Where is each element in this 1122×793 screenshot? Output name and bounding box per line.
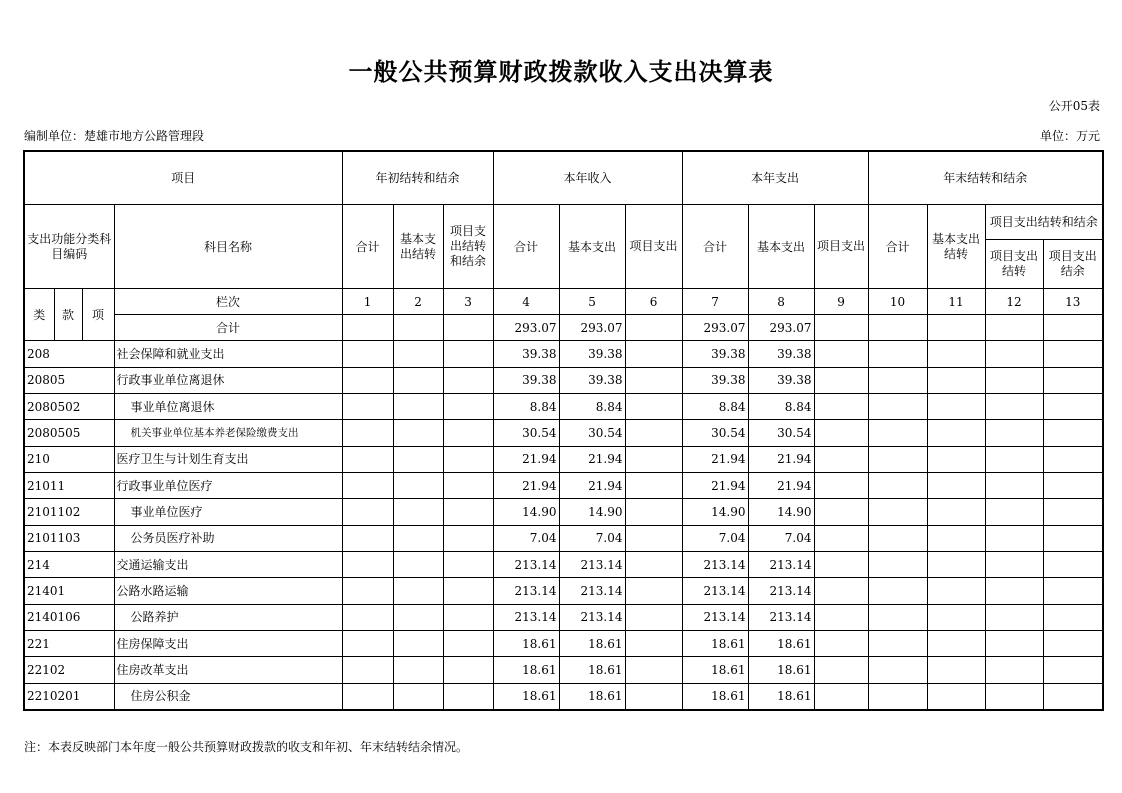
row-value-cell: 39.38 bbox=[559, 367, 625, 393]
row-value-cell bbox=[927, 552, 985, 578]
row-value-cell bbox=[393, 683, 443, 710]
row-value-cell: 213.14 bbox=[748, 552, 814, 578]
row-value-cell: 7.04 bbox=[682, 525, 748, 551]
total-cell: 293.07 bbox=[748, 315, 814, 341]
header-income-project: 项目支出 bbox=[625, 205, 682, 289]
row-value-cell bbox=[814, 657, 868, 683]
row-value-cell bbox=[342, 499, 393, 525]
row-value-cell bbox=[625, 604, 682, 630]
row-value-cell: 18.61 bbox=[682, 631, 748, 657]
row-value-cell bbox=[814, 473, 868, 499]
row-value-cell: 21.94 bbox=[559, 473, 625, 499]
row-value-cell bbox=[443, 604, 493, 630]
row-value-cell bbox=[1043, 578, 1103, 604]
row-value-cell bbox=[625, 683, 682, 710]
row-value-cell bbox=[342, 394, 393, 420]
row-value-cell bbox=[393, 552, 443, 578]
header-expense-project: 项目支出 bbox=[814, 205, 868, 289]
row-value-cell bbox=[985, 552, 1043, 578]
header-end-project-carry: 项目支出结转 bbox=[985, 240, 1043, 289]
row-value-cell: 14.90 bbox=[559, 499, 625, 525]
row-value-cell bbox=[868, 578, 927, 604]
header-project: 项目 bbox=[24, 151, 342, 205]
row-value-cell bbox=[985, 394, 1043, 420]
table-row bbox=[24, 578, 1103, 604]
row-subject-name: 交通运输支出 bbox=[114, 552, 342, 578]
row-value-cell: 7.04 bbox=[493, 525, 559, 551]
row-value-cell bbox=[625, 394, 682, 420]
total-cell bbox=[868, 315, 927, 341]
row-value-cell bbox=[814, 525, 868, 551]
row-value-cell bbox=[985, 473, 1043, 499]
header-end-balance: 年末结转和结余 bbox=[868, 151, 1103, 205]
row-value-cell bbox=[868, 683, 927, 710]
col-num: 3 bbox=[443, 289, 493, 315]
row-subject-name: 公务员医疗补助 bbox=[114, 525, 342, 551]
row-value-cell: 213.14 bbox=[493, 578, 559, 604]
row-value-cell bbox=[443, 420, 493, 446]
row-value-cell: 30.54 bbox=[682, 420, 748, 446]
total-cell bbox=[443, 315, 493, 341]
row-value-cell bbox=[868, 394, 927, 420]
row-value-cell bbox=[927, 341, 985, 367]
row-value-cell: 39.38 bbox=[682, 367, 748, 393]
row-value-cell: 39.38 bbox=[493, 341, 559, 367]
row-value-cell: 213.14 bbox=[559, 604, 625, 630]
row-code: 221 bbox=[24, 631, 114, 657]
header-begin-balance: 年初结转和结余 bbox=[342, 151, 493, 205]
row-value-cell bbox=[868, 367, 927, 393]
row-value-cell: 30.54 bbox=[493, 420, 559, 446]
table-row bbox=[24, 683, 1103, 710]
total-cell bbox=[814, 315, 868, 341]
row-subject-name: 机关事业单位基本养老保险缴费支出 bbox=[114, 420, 342, 446]
row-value-cell bbox=[985, 499, 1043, 525]
row-value-cell bbox=[985, 631, 1043, 657]
row-value-cell bbox=[868, 420, 927, 446]
row-value-cell bbox=[868, 499, 927, 525]
row-value-cell: 18.61 bbox=[748, 683, 814, 710]
header-lei: 类 bbox=[24, 289, 54, 341]
total-cell bbox=[342, 315, 393, 341]
col-num: 9 bbox=[814, 289, 868, 315]
row-value-cell bbox=[625, 657, 682, 683]
header-end-basic: 基本支出结转 bbox=[927, 205, 985, 289]
row-subject-name: 住房公积金 bbox=[114, 683, 342, 710]
row-value-cell bbox=[1043, 473, 1103, 499]
row-value-cell: 21.94 bbox=[748, 473, 814, 499]
row-value-cell bbox=[625, 473, 682, 499]
row-value-cell: 18.61 bbox=[748, 657, 814, 683]
row-value-cell bbox=[868, 631, 927, 657]
row-value-cell: 213.14 bbox=[559, 578, 625, 604]
row-value-cell bbox=[342, 367, 393, 393]
footnote: 注：本表反映部门本年度一般公共预算财政拨款的收支和年初、年末结转结余情况。 bbox=[24, 740, 469, 754]
row-value-cell: 18.61 bbox=[559, 631, 625, 657]
col-num: 13 bbox=[1043, 289, 1103, 315]
row-value-cell: 18.61 bbox=[682, 683, 748, 710]
row-value-cell bbox=[625, 341, 682, 367]
row-value-cell bbox=[625, 446, 682, 472]
row-value-cell bbox=[1043, 657, 1103, 683]
row-code: 2080505 bbox=[24, 420, 114, 446]
total-cell bbox=[927, 315, 985, 341]
row-code: 2140106 bbox=[24, 604, 114, 630]
row-value-cell: 18.61 bbox=[559, 657, 625, 683]
row-value-cell bbox=[393, 367, 443, 393]
row-value-cell bbox=[625, 578, 682, 604]
row-value-cell bbox=[393, 499, 443, 525]
row-value-cell bbox=[927, 578, 985, 604]
row-value-cell bbox=[625, 499, 682, 525]
row-value-cell bbox=[342, 552, 393, 578]
row-value-cell: 14.90 bbox=[493, 499, 559, 525]
row-value-cell bbox=[1043, 683, 1103, 710]
table-header bbox=[24, 151, 1103, 341]
row-value-cell bbox=[985, 420, 1043, 446]
row-value-cell bbox=[1043, 552, 1103, 578]
row-value-cell: 18.61 bbox=[682, 657, 748, 683]
table-row bbox=[24, 657, 1103, 683]
row-value-cell bbox=[927, 657, 985, 683]
header-expense: 本年支出 bbox=[682, 151, 868, 205]
row-value-cell bbox=[1043, 367, 1103, 393]
row-value-cell bbox=[927, 446, 985, 472]
row-value-cell: 21.94 bbox=[748, 446, 814, 472]
row-value-cell bbox=[342, 631, 393, 657]
currency-unit: 单位：万元 bbox=[1039, 129, 1100, 143]
row-value-cell: 7.04 bbox=[559, 525, 625, 551]
row-value-cell: 18.61 bbox=[493, 683, 559, 710]
row-value-cell bbox=[985, 341, 1043, 367]
row-code: 22102 bbox=[24, 657, 114, 683]
row-value-cell bbox=[342, 446, 393, 472]
row-value-cell: 213.14 bbox=[559, 552, 625, 578]
row-value-cell: 21.94 bbox=[682, 473, 748, 499]
total-cell: 293.07 bbox=[559, 315, 625, 341]
col-num: 7 bbox=[682, 289, 748, 315]
row-value-cell bbox=[393, 473, 443, 499]
row-value-cell bbox=[985, 683, 1043, 710]
row-subject-name: 医疗卫生与计划生育支出 bbox=[114, 446, 342, 472]
row-code: 214 bbox=[24, 552, 114, 578]
row-value-cell bbox=[342, 683, 393, 710]
row-value-cell bbox=[393, 525, 443, 551]
total-row-label: 合计 bbox=[114, 315, 342, 341]
table-row bbox=[24, 631, 1103, 657]
row-value-cell bbox=[393, 578, 443, 604]
row-value-cell: 14.90 bbox=[682, 499, 748, 525]
row-value-cell: 39.38 bbox=[748, 341, 814, 367]
table-row bbox=[24, 525, 1103, 551]
row-value-cell bbox=[985, 446, 1043, 472]
row-value-cell bbox=[814, 683, 868, 710]
row-value-cell bbox=[814, 631, 868, 657]
col-num: 2 bbox=[393, 289, 443, 315]
row-value-cell bbox=[814, 604, 868, 630]
total-cell bbox=[393, 315, 443, 341]
row-value-cell bbox=[868, 604, 927, 630]
row-value-cell bbox=[625, 552, 682, 578]
row-value-cell bbox=[393, 631, 443, 657]
row-value-cell: 18.61 bbox=[559, 683, 625, 710]
row-value-cell bbox=[443, 341, 493, 367]
row-value-cell bbox=[625, 367, 682, 393]
row-value-cell: 8.84 bbox=[682, 394, 748, 420]
header-subject-name: 科目名称 bbox=[114, 205, 342, 289]
row-value-cell bbox=[868, 552, 927, 578]
row-code: 2210201 bbox=[24, 683, 114, 710]
row-value-cell bbox=[443, 631, 493, 657]
row-value-cell bbox=[342, 578, 393, 604]
table-row bbox=[24, 367, 1103, 393]
row-value-cell bbox=[927, 525, 985, 551]
row-value-cell bbox=[393, 446, 443, 472]
row-value-cell: 8.84 bbox=[748, 394, 814, 420]
table-row bbox=[24, 341, 1103, 367]
row-code: 2080502 bbox=[24, 394, 114, 420]
row-value-cell bbox=[814, 420, 868, 446]
row-subject-name: 公路水路运输 bbox=[114, 578, 342, 604]
row-value-cell: 30.54 bbox=[559, 420, 625, 446]
row-value-cell bbox=[342, 473, 393, 499]
row-code: 21401 bbox=[24, 578, 114, 604]
row-subject-name: 社会保障和就业支出 bbox=[114, 341, 342, 367]
row-value-cell bbox=[868, 341, 927, 367]
row-value-cell: 18.61 bbox=[493, 657, 559, 683]
header-expense-basic: 基本支出 bbox=[748, 205, 814, 289]
row-subject-name: 事业单位离退休 bbox=[114, 394, 342, 420]
col-num: 5 bbox=[559, 289, 625, 315]
row-value-cell: 21.94 bbox=[493, 473, 559, 499]
total-cell bbox=[985, 315, 1043, 341]
row-value-cell: 213.14 bbox=[493, 604, 559, 630]
row-value-cell bbox=[1043, 604, 1103, 630]
row-subject-name: 住房保障支出 bbox=[114, 631, 342, 657]
row-value-cell bbox=[814, 367, 868, 393]
table-row bbox=[24, 394, 1103, 420]
row-value-cell: 14.90 bbox=[748, 499, 814, 525]
header-func-code: 支出功能分类科目编码 bbox=[24, 205, 114, 289]
table-row bbox=[24, 446, 1103, 472]
row-value-cell bbox=[342, 420, 393, 446]
header-begin-total: 合计 bbox=[342, 205, 393, 289]
col-num: 1 bbox=[342, 289, 393, 315]
row-value-cell bbox=[393, 604, 443, 630]
row-value-cell bbox=[1043, 499, 1103, 525]
row-value-cell bbox=[625, 631, 682, 657]
header-end-project-surplus: 项目支出结余 bbox=[1043, 240, 1103, 289]
row-value-cell bbox=[443, 394, 493, 420]
row-value-cell: 18.61 bbox=[748, 631, 814, 657]
row-code: 20805 bbox=[24, 367, 114, 393]
header-income-total: 合计 bbox=[493, 205, 559, 289]
row-value-cell bbox=[443, 525, 493, 551]
budget-table bbox=[23, 150, 1104, 711]
header-expense-total: 合计 bbox=[682, 205, 748, 289]
table-row bbox=[24, 420, 1103, 446]
row-value-cell bbox=[927, 631, 985, 657]
row-value-cell bbox=[1043, 341, 1103, 367]
row-value-cell bbox=[814, 578, 868, 604]
compiling-unit: 编制单位：楚雄市地方公路管理段 bbox=[24, 129, 205, 143]
row-value-cell bbox=[1043, 446, 1103, 472]
total-cell: 293.07 bbox=[493, 315, 559, 341]
col-num: 6 bbox=[625, 289, 682, 315]
row-code: 21011 bbox=[24, 473, 114, 499]
row-value-cell bbox=[927, 499, 985, 525]
row-code: 208 bbox=[24, 341, 114, 367]
row-value-cell bbox=[868, 446, 927, 472]
row-subject-name: 住房改革支出 bbox=[114, 657, 342, 683]
row-value-cell: 39.38 bbox=[559, 341, 625, 367]
header-column-index: 栏次 bbox=[114, 289, 342, 315]
header-begin-project: 项目支出结转和结余 bbox=[443, 205, 493, 289]
row-value-cell bbox=[342, 525, 393, 551]
row-value-cell bbox=[625, 420, 682, 446]
row-value-cell bbox=[1043, 525, 1103, 551]
header-income: 本年收入 bbox=[493, 151, 682, 205]
col-num: 4 bbox=[493, 289, 559, 315]
row-value-cell bbox=[868, 657, 927, 683]
row-value-cell bbox=[814, 446, 868, 472]
row-value-cell bbox=[868, 473, 927, 499]
row-value-cell: 39.38 bbox=[493, 367, 559, 393]
row-value-cell: 18.61 bbox=[493, 631, 559, 657]
row-value-cell: 213.14 bbox=[748, 578, 814, 604]
header-kuan: 款 bbox=[54, 289, 82, 341]
row-value-cell bbox=[443, 499, 493, 525]
row-value-cell bbox=[625, 525, 682, 551]
total-cell bbox=[625, 315, 682, 341]
row-value-cell bbox=[927, 420, 985, 446]
row-value-cell: 39.38 bbox=[682, 341, 748, 367]
row-value-cell bbox=[985, 525, 1043, 551]
row-value-cell bbox=[927, 604, 985, 630]
row-value-cell bbox=[985, 604, 1043, 630]
row-value-cell bbox=[443, 552, 493, 578]
row-code: 2101102 bbox=[24, 499, 114, 525]
row-value-cell bbox=[393, 420, 443, 446]
row-subject-name: 事业单位医疗 bbox=[114, 499, 342, 525]
header-begin-basic: 基本支出结转 bbox=[393, 205, 443, 289]
row-value-cell bbox=[985, 578, 1043, 604]
row-value-cell bbox=[443, 473, 493, 499]
row-subject-name: 行政事业单位离退休 bbox=[114, 367, 342, 393]
row-value-cell bbox=[393, 341, 443, 367]
row-subject-name: 公路养护 bbox=[114, 604, 342, 630]
table-row bbox=[24, 499, 1103, 525]
page-title: 一般公共预算财政拨款收入支出决算表 bbox=[348, 57, 774, 86]
row-value-cell bbox=[814, 341, 868, 367]
col-num: 12 bbox=[985, 289, 1043, 315]
table-body bbox=[24, 341, 1103, 710]
row-value-cell bbox=[342, 341, 393, 367]
row-value-cell bbox=[1043, 631, 1103, 657]
header-xiang: 项 bbox=[82, 289, 114, 341]
row-value-cell: 21.94 bbox=[559, 446, 625, 472]
header-end-total: 合计 bbox=[868, 205, 927, 289]
row-value-cell bbox=[393, 657, 443, 683]
row-value-cell bbox=[1043, 394, 1103, 420]
col-num: 11 bbox=[927, 289, 985, 315]
row-subject-name: 行政事业单位医疗 bbox=[114, 473, 342, 499]
row-value-cell bbox=[927, 394, 985, 420]
row-value-cell bbox=[814, 552, 868, 578]
header-income-basic: 基本支出 bbox=[559, 205, 625, 289]
form-code: 公开05表 bbox=[1048, 99, 1100, 113]
row-value-cell: 7.04 bbox=[748, 525, 814, 551]
col-num: 8 bbox=[748, 289, 814, 315]
row-code: 210 bbox=[24, 446, 114, 472]
row-code: 2101103 bbox=[24, 525, 114, 551]
row-value-cell bbox=[342, 657, 393, 683]
col-num: 10 bbox=[868, 289, 927, 315]
row-value-cell: 213.14 bbox=[682, 552, 748, 578]
header-end-project-group: 项目支出结转和结余 bbox=[985, 205, 1103, 240]
table-row bbox=[24, 473, 1103, 499]
row-value-cell bbox=[443, 578, 493, 604]
row-value-cell: 213.14 bbox=[682, 578, 748, 604]
row-value-cell: 30.54 bbox=[748, 420, 814, 446]
row-value-cell bbox=[443, 446, 493, 472]
row-value-cell bbox=[443, 657, 493, 683]
row-value-cell: 21.94 bbox=[682, 446, 748, 472]
table-row bbox=[24, 552, 1103, 578]
row-value-cell: 39.38 bbox=[748, 367, 814, 393]
row-value-cell bbox=[814, 394, 868, 420]
row-value-cell bbox=[393, 394, 443, 420]
row-value-cell bbox=[927, 473, 985, 499]
row-value-cell: 21.94 bbox=[493, 446, 559, 472]
row-value-cell: 8.84 bbox=[559, 394, 625, 420]
row-value-cell bbox=[985, 657, 1043, 683]
total-cell: 293.07 bbox=[682, 315, 748, 341]
row-value-cell bbox=[985, 367, 1043, 393]
row-value-cell bbox=[927, 367, 985, 393]
total-cell bbox=[1043, 315, 1103, 341]
row-value-cell bbox=[927, 683, 985, 710]
row-value-cell bbox=[868, 525, 927, 551]
row-value-cell bbox=[443, 367, 493, 393]
row-value-cell bbox=[443, 683, 493, 710]
row-value-cell: 8.84 bbox=[493, 394, 559, 420]
row-value-cell: 213.14 bbox=[493, 552, 559, 578]
row-value-cell: 213.14 bbox=[748, 604, 814, 630]
row-value-cell bbox=[342, 604, 393, 630]
row-value-cell bbox=[814, 499, 868, 525]
table-row bbox=[24, 604, 1103, 630]
row-value-cell bbox=[1043, 420, 1103, 446]
row-value-cell: 213.14 bbox=[682, 604, 748, 630]
